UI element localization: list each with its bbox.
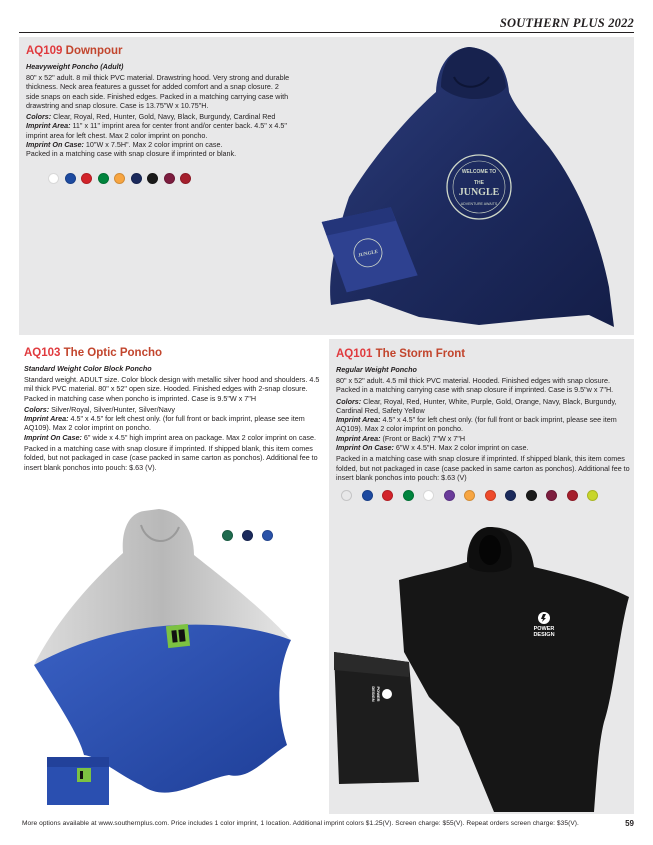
imprint-area-label: Imprint Area: <box>24 414 69 424</box>
color-swatch <box>114 173 125 184</box>
color-swatch <box>485 490 496 501</box>
imprint-case-value: 10"W x 7.5H". Max 2 color imprint on case. <box>85 140 223 150</box>
imprint-area-label: Imprint Area: <box>26 121 71 131</box>
color-swatch <box>567 490 578 501</box>
color-swatch <box>423 490 434 501</box>
imprint-case-label: Imprint On Case: <box>24 432 82 442</box>
product-subtitle: Heavyweight Poncho (Adult) <box>26 62 124 71</box>
logo-line-1: WELCOME TO <box>461 169 497 175</box>
imprint-case-line <box>24 433 320 442</box>
imprint-area-value: 11" x 11" imprint area for center front and/or center back. 4.5" x 4.5" imprint area for left chest. Max 2 color imprint on poncho. <box>26 121 287 140</box>
page-number: 59 <box>625 819 634 828</box>
imprint-case-line <box>336 443 630 452</box>
catalog-header: SOUTHERN PLUS 2022 <box>499 16 634 30</box>
color-swatch <box>362 490 373 501</box>
imprint-area-value: 4.5" x 4.5" for left chest only. (for full front or back imprint, please see item AQ109). Max 2 color imprint on poncho. <box>24 414 305 433</box>
product-description: 80" x 52" adult. 4.5 mil thick PVC material. Hooded. Finished edges with snap closure. Packed in a matching carrying case with snap closure if imprinted. Case is 9.5"w x 7"H. <box>336 376 614 395</box>
carrying-case <box>47 757 109 805</box>
color-swatch <box>65 173 76 184</box>
imprint-area-value: 4.5" x 4.5" for left chest only. (for full front or back imprint, please see item AQ109). Max 2 color imprint on poncho. <box>336 415 617 434</box>
color-swatch <box>147 173 158 184</box>
product-code: AQ109 <box>26 45 63 57</box>
packing-note: Packed in a matching case with snap closure if imprinted or blank. <box>26 149 237 159</box>
imprint-area-line <box>26 121 294 140</box>
product-panel-aq109 <box>19 37 634 335</box>
color-swatch <box>48 173 59 184</box>
product-name: Downpour <box>65 45 123 57</box>
product-panel-aq103 <box>19 339 325 814</box>
case-logo: JUNGLE <box>357 249 379 259</box>
product-subtitle: Standard Weight Color Block Poncho <box>24 364 152 373</box>
poncho-badge <box>166 624 190 648</box>
colors-value: Silver/Royal, Silver/Hunter, Silver/Navy <box>51 404 175 414</box>
product-title <box>26 44 294 58</box>
footer-note: More options available at www.southernplus.com. Price includes 1 color imprint, 1 location. Additional imprint colors $1.25(V). Screen charge: $55(V). Repeat orders screen charge: $35(V). <box>22 820 579 827</box>
logo-line-4: ADVENTURE AWAITS <box>460 202 498 206</box>
product-description: 80" x 52" adult. 8 mil thick PVC material. Drawstring hood. Very strong and durable thickness. Neck area features a gusset for added comfort and a snap closure. 2 side snaps on each side. Finished edges. Packed in a matching carrying case with drawstring and snap closure. Case is 13.75"W x 10.75"H. <box>26 73 290 110</box>
colors-value: Clear, Royal, Red, Hunter, Gold, Navy, Black, Burgundy, Cardinal Red <box>53 112 276 122</box>
colors-label: Colors: <box>336 396 362 406</box>
optic-poncho-image <box>29 505 319 810</box>
product-description: Standard weight. ADULT size. Color block design with metallic silver hood and shoulders. 4.5 mil thick PVC material. 80" x 52" open size. Hooded. Finished edges with 2-snap closure. Packed in matching case when poncho is imprinted. Case is 9.5"W x 7"H <box>24 375 320 403</box>
imprint-back-line <box>336 434 630 443</box>
color-swatches <box>341 490 630 501</box>
colors-line <box>24 405 320 414</box>
color-swatch <box>180 173 191 184</box>
black-poncho-image <box>329 522 634 814</box>
product-name: The Storm Front <box>375 348 466 360</box>
logo-line-2: THE <box>474 180 484 186</box>
color-swatch <box>526 490 537 501</box>
color-swatch <box>444 490 455 501</box>
color-swatch <box>505 490 516 501</box>
product-name: The Optic Poncho <box>63 347 163 359</box>
packing-note: Packed in a matching case with snap closure if imprinted. If shipped blank, this item comes folded, but not packaged in case (case packed in same carton as ponchos). Additional fee to insert blank ponchos into pouch: $.63 (V). <box>24 444 318 472</box>
colors-value: Clear, Royal, Red, Hunter, White, Purple, Gold, Orange, Navy, Black, Burgundy, Cardinal Red, Safety Yellow <box>336 396 617 415</box>
product-title <box>24 346 320 360</box>
logo-line-2: DESIGN <box>533 632 555 638</box>
color-swatch <box>546 490 557 501</box>
colors-line <box>336 397 630 416</box>
colors-line <box>26 112 294 121</box>
color-swatch <box>164 173 175 184</box>
carrying-case <box>334 652 419 784</box>
colors-label: Colors: <box>26 112 52 122</box>
imprint-case-label: Imprint On Case: <box>336 443 394 453</box>
header-rule <box>19 32 634 33</box>
color-swatches <box>48 173 294 184</box>
imprint-area-label: Imprint Area: <box>336 415 381 425</box>
logo-line-3: JUNGLE <box>458 187 500 198</box>
imprint-case-line <box>26 140 294 149</box>
imprint-back-value: (Front or Back) 7"W x 7"H <box>382 433 466 443</box>
product-subtitle: Regular Weight Poncho <box>336 365 417 374</box>
case-logo-line-1: POWER <box>376 686 381 702</box>
imprint-case-value: 6" wide x 4.5" high imprint area on package. Max 2 color imprint on case. <box>83 432 316 442</box>
color-swatch <box>81 173 92 184</box>
case-logo-line-2: DESIGN <box>371 686 376 702</box>
color-swatch <box>403 490 414 501</box>
color-swatch <box>341 490 352 501</box>
color-swatch <box>382 490 393 501</box>
product-code: AQ101 <box>336 348 373 360</box>
imprint-case-value: 6"W x 4.5"H. Max 2 color imprint on case. <box>395 443 529 453</box>
poncho-body <box>399 527 629 812</box>
hood <box>441 47 506 99</box>
imprint-case-label: Imprint On Case: <box>26 140 84 150</box>
imprint-area-line <box>24 414 320 433</box>
color-swatch <box>98 173 109 184</box>
product-panel-aq101 <box>329 339 634 814</box>
color-swatch <box>587 490 598 501</box>
color-swatch <box>131 173 142 184</box>
color-swatch <box>464 490 475 501</box>
colors-label: Colors: <box>24 404 50 414</box>
packing-note: Packed in a matching case with snap closure if imprinted. If shipped blank, this item comes folded, but not packaged in case (case packed in same carton as ponchos). Additional fee to insert blank ponchos into pouch: $.63 (V) <box>336 454 630 482</box>
product-code: AQ103 <box>24 347 61 359</box>
logo-line-1: POWER <box>533 626 555 632</box>
navy-poncho-image <box>309 37 634 335</box>
imprint-back-label: Imprint Area: <box>336 433 381 443</box>
product-title <box>336 347 630 361</box>
imprint-area-line <box>336 415 630 434</box>
